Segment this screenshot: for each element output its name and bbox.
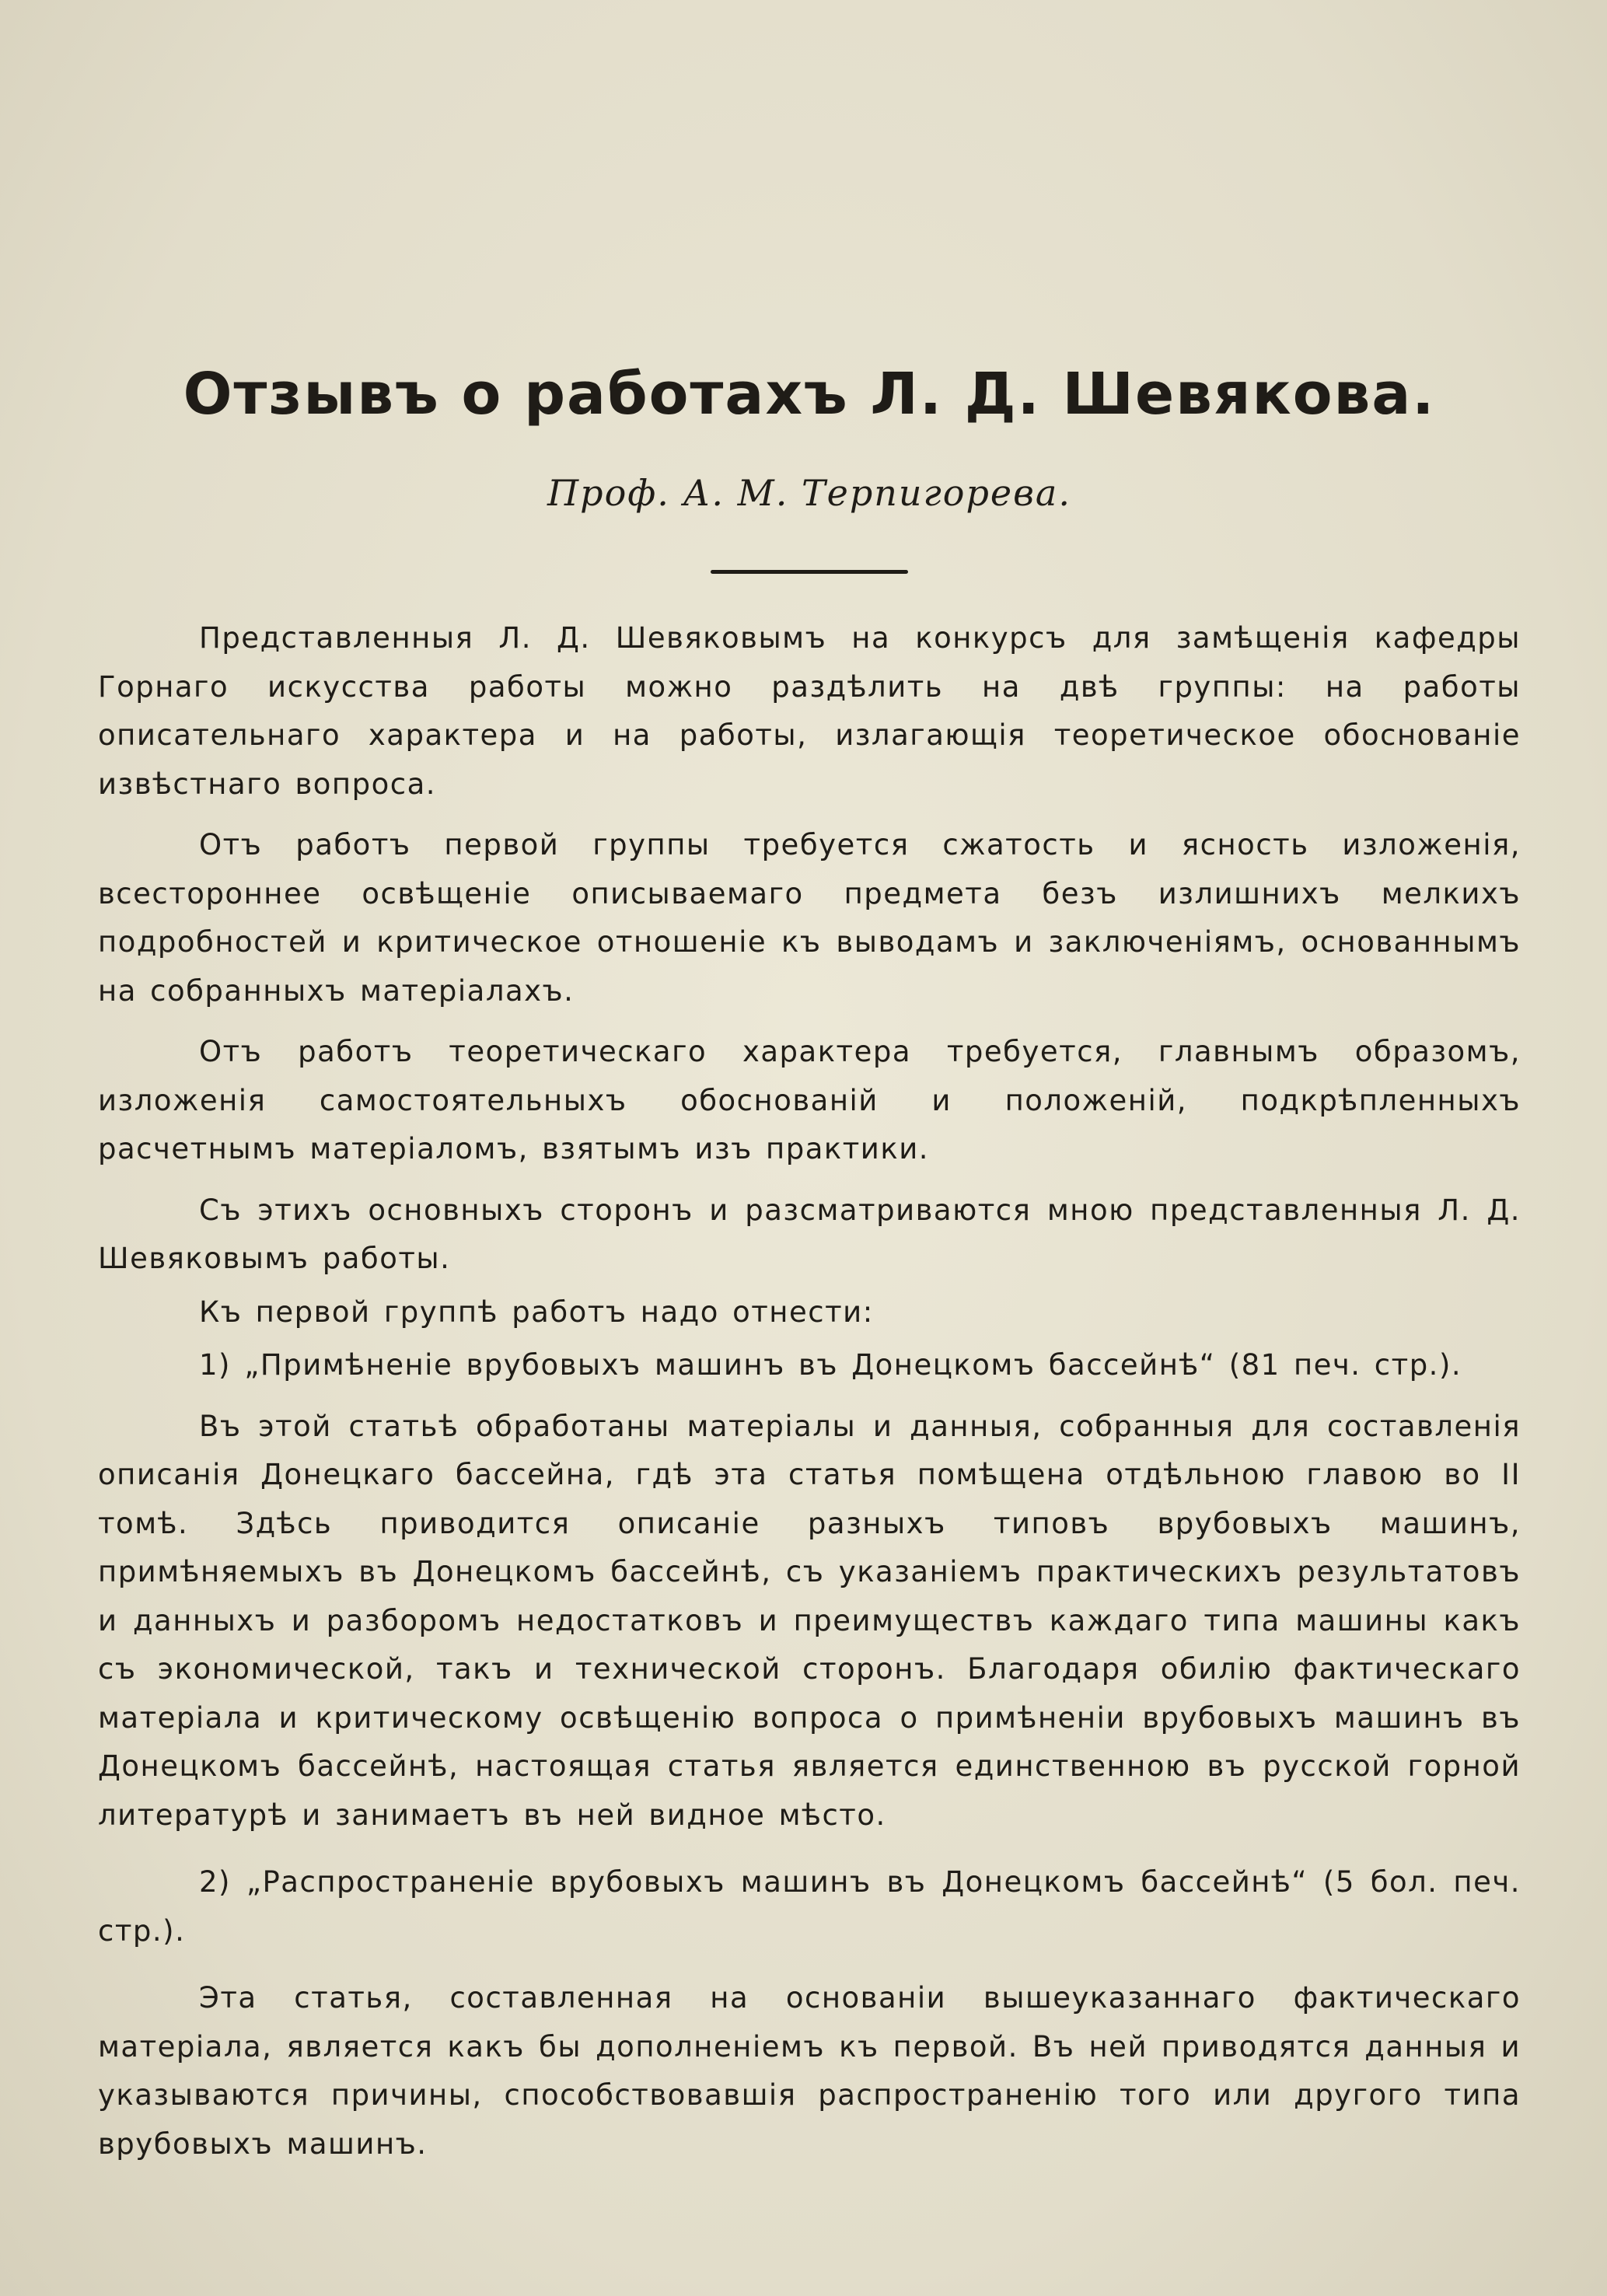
document-body — [98, 614, 1521, 2181]
paragraph-intro: Представленныя Л. Д. Шевяковымъ на конкурсъ для замѣщенія кафедры Горнаго искусства работы можно раздѣлить на двѣ группы: на работы описательнаго характера и на работы, излагающія теоретическое обоснованіе извѣстнаго вопроса. — [98, 621, 1521, 801]
paragraph-review-approach: Съ этихъ основныхъ сторонъ и разсматриваются мною представленныя Л. Д. Шевяковымъ работы. — [98, 1193, 1521, 1275]
paragraph-item-1-review: Въ этой статьѣ обработаны матеріалы и данныя, собранныя для составленія описанія Донецкаго бассейна, гдѣ эта статья помѣщена отдѣльною главою во II томѣ. Здѣсь приводится описаніе разныхъ типовъ врубовыхъ машинъ, примѣняемыхъ въ Донецкомъ бассейнѣ, съ указаніемъ практическихъ результатовъ и данныхъ и разборомъ недостатковъ и преимуществъ каждаго типа машины какъ съ экономической, такъ и технической сторонъ. Благодаря обилію фактическаго матеріала и критическому освѣщенію вопроса о примѣненіи врубовыхъ машинъ въ Донецкомъ бассейнѣ, настоящая статья является единственною въ русской горной литературѣ и занимаетъ въ ней видное мѣсто. — [98, 1409, 1521, 1832]
paragraph-item-1: 1) „Примѣненіе врубовыхъ машинъ въ Донецкомъ бассейнѣ“ (81 печ. стр.). — [199, 1348, 1462, 1382]
author-line: Проф. А. М. Терпигорева. — [547, 472, 1071, 514]
title-divider — [711, 570, 908, 574]
document-title: Отзывъ о работахъ Л. Д. Шевякова. — [183, 361, 1436, 428]
paragraph-first-group-list: Къ первой группѣ работъ надо отнести: — [199, 1295, 874, 1329]
paragraph-item-2-review: Эта статья, составленная на основаніи вышеуказаннаго фактическаго матеріала, является какъ бы дополненіемъ къ первой. Въ ней приводятся данныя и указываются причины, способствовавшія распространенію того или другого типа врубовыхъ машинъ. — [98, 1981, 1521, 2161]
paragraph-first-group: Отъ работъ первой группы требуется сжатость и ясность изложенія, всестороннее освѣщеніе описываемаго предмета безъ излишнихъ мелкихъ подробностей и критическое отношеніе къ выводамъ и заключеніямъ, основаннымъ на собранныхъ матеріалахъ. — [98, 828, 1521, 1008]
paragraph-theoretical: Отъ работъ теоретическаго характера требуется, главнымъ образомъ, изложенія самостоятельныхъ обоснованій и положеній, подкрѣпленныхъ расчетнымъ матеріаломъ, взятымъ изъ практики. — [98, 1035, 1521, 1165]
paragraph-item-2: 2) „Распространеніе врубовыхъ машинъ въ Донецкомъ бассейнѣ“ (5 бол. печ. стр.). — [98, 1865, 1521, 1948]
